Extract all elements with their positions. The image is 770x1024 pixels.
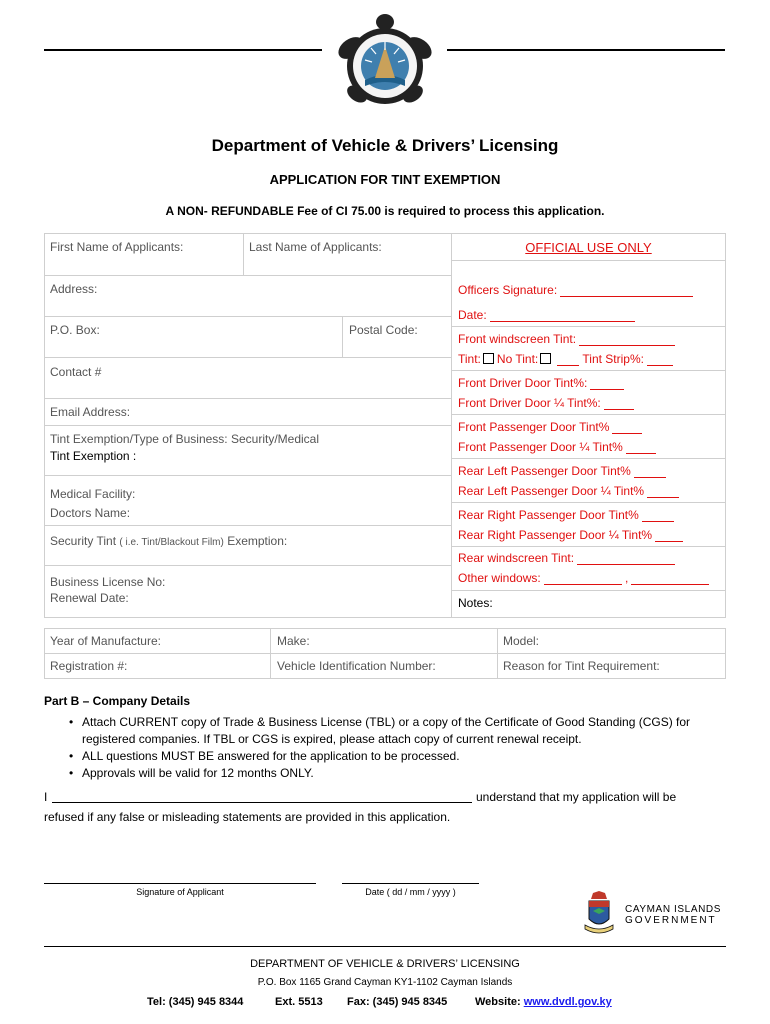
list-item: • Approvals will be valid for 12 months ONLY. [64, 765, 728, 782]
front-windscreen-label: Front windscreen Tint: [458, 332, 577, 346]
first-name-field[interactable]: First Name of Applicants: [50, 240, 184, 254]
officers-signature-field[interactable] [458, 283, 693, 297]
dvdl-turtle-logo [333, 12, 437, 110]
gov-logo-line1: CAYMAN ISLANDS [625, 904, 722, 915]
other-windows-label: Other windows: [458, 571, 541, 585]
po-box-field[interactable]: P.O. Box: [50, 323, 100, 337]
doctors-name-field[interactable]: Doctors Name: [50, 506, 131, 520]
front-driver-field[interactable] [458, 376, 624, 390]
renewal-date-field[interactable]: Renewal Date: [50, 591, 129, 605]
form-subtitle: APPLICATION FOR TINT EXEMPTION [269, 172, 501, 187]
address-field[interactable]: Address: [50, 282, 98, 296]
page-title: Department of Vehicle & Drivers’ Licensing [211, 136, 559, 155]
reason-field[interactable]: Reason for Tint Requirement: [503, 659, 660, 673]
medical-facility-field[interactable]: Medical Facility: [50, 487, 136, 501]
footer-fax: Fax: (345) 945 8345 [347, 996, 448, 1008]
front-passenger-field[interactable] [458, 420, 642, 434]
date-signature-caption: Date ( dd / mm / yyyy ) [365, 887, 456, 897]
contact-field[interactable]: Contact # [50, 365, 102, 379]
applicant-signature-caption: Signature of Applicant [136, 887, 224, 897]
fee-notice: A NON- REFUNDABLE Fee of CI 75.00 is required to process this application. [165, 204, 605, 218]
last-name-field[interactable]: Last Name of Applicants: [249, 240, 382, 254]
notes-field[interactable]: Notes: [458, 596, 493, 610]
front-passenger-quarter-label: Front Passenger Door ¼ Tint% [458, 440, 623, 454]
footer-tel: Tel: (345) 945 8344 [147, 996, 244, 1008]
email-field[interactable]: Email Address: [50, 405, 131, 419]
gov-logo-line2: GOVERNMENT [625, 915, 717, 926]
no-tint-blank[interactable] [557, 354, 579, 366]
front-driver-quarter-field[interactable] [458, 396, 634, 410]
make-field[interactable]: Make: [277, 634, 310, 648]
tint-options-row [458, 352, 673, 366]
officers-signature-label: Officers Signature: [458, 283, 558, 297]
header-rule-right [447, 49, 725, 51]
cayman-coat-of-arms-icon [579, 891, 619, 937]
tint-checkbox[interactable] [483, 353, 494, 364]
front-passenger-quarter-field[interactable] [458, 440, 656, 454]
rear-windscreen-field[interactable] [458, 551, 675, 565]
list-item: • Attach CURRENT copy of Trade & Business License (TBL) or a copy of the Certificate of Good Standing (CGS) for registered companies. If TBL or CGS is expired, please attach copy of current renewal receipt. [64, 714, 728, 748]
part-b-heading: Part B – Company Details [44, 694, 191, 708]
official-date-label: Date: [458, 308, 487, 322]
declaration-understand: understand that my application will be [476, 790, 677, 804]
part-b-list [64, 714, 728, 782]
tint-exemption-field[interactable]: Tint Exemption : [50, 449, 137, 463]
tint-strip-blank[interactable] [647, 354, 673, 366]
rear-left-quarter-field[interactable] [458, 484, 679, 498]
footer-website [475, 996, 612, 1008]
other-windows-comma: , [625, 571, 629, 585]
tint-type-label: Tint Exemption/Type of Business: Security/Medical [50, 432, 320, 446]
front-windscreen-field[interactable] [458, 332, 675, 346]
rear-windscreen-label: Rear windscreen Tint: [458, 551, 575, 565]
footer-dept: DEPARTMENT OF VEHICLE & DRIVERS’ LICENSING [250, 958, 520, 970]
tint-strip-label: Tint Strip%: [582, 352, 644, 366]
header-rule-left [44, 49, 322, 51]
footer-website-label: Website: [475, 996, 521, 1008]
rear-left-field[interactable] [458, 464, 666, 478]
official-use-heading: OFFICIAL USE ONLY [525, 240, 652, 255]
security-tint-label: Security Tint [50, 534, 117, 548]
front-passenger-label: Front Passenger Door Tint% [458, 420, 610, 434]
rear-right-quarter-field[interactable] [458, 528, 683, 542]
applicant-signature-line[interactable] [44, 883, 316, 884]
vin-field[interactable]: Vehicle Identification Number: [277, 659, 436, 673]
security-tint-field[interactable] [50, 534, 287, 548]
no-tint-checkbox[interactable] [540, 353, 551, 364]
official-date-field[interactable] [458, 308, 635, 322]
business-license-field[interactable]: Business License No: [50, 575, 166, 589]
no-tint-label: No Tint: [496, 352, 539, 366]
declaration-i: I [44, 790, 48, 804]
rear-left-quarter-label: Rear Left Passenger Door ¼ Tint% [458, 484, 645, 498]
rear-right-quarter-label: Rear Right Passenger Door ¼ Tint% [458, 528, 653, 542]
tint-label: Tint: [458, 352, 481, 366]
rear-right-field[interactable] [458, 508, 674, 522]
security-tint-note: ( i.e. Tint/Blackout Film) [119, 537, 224, 548]
rear-left-label: Rear Left Passenger Door Tint% [458, 464, 631, 478]
declaration-refused: refused if any false or misleading statements are provided in this application. [44, 810, 451, 824]
other-windows-field[interactable] [458, 571, 709, 585]
security-tint-exemption: Exemption: [227, 534, 288, 548]
website-link[interactable]: www.dvdl.gov.ky [523, 996, 612, 1008]
front-driver-label: Front Driver Door Tint%: [458, 376, 588, 390]
list-item: • ALL questions MUST BE answered for the application to be processed. [64, 748, 728, 765]
model-field[interactable]: Model: [503, 634, 540, 648]
footer-address: P.O. Box 1165 Grand Cayman KY1-1102 Cayman Islands [257, 977, 513, 988]
footer-ext: Ext. 5513 [275, 996, 323, 1008]
footer-rule [44, 946, 726, 947]
date-signature-line[interactable] [342, 883, 479, 884]
year-field[interactable]: Year of Manufacture: [50, 634, 161, 648]
postal-code-field[interactable]: Postal Code: [349, 323, 418, 337]
front-driver-quarter-label: Front Driver Door ¼ Tint%: [458, 396, 601, 410]
registration-field[interactable]: Registration #: [50, 659, 128, 673]
rear-right-label: Rear Right Passenger Door Tint% [458, 508, 639, 522]
declaration-name-blank[interactable] [52, 802, 472, 803]
